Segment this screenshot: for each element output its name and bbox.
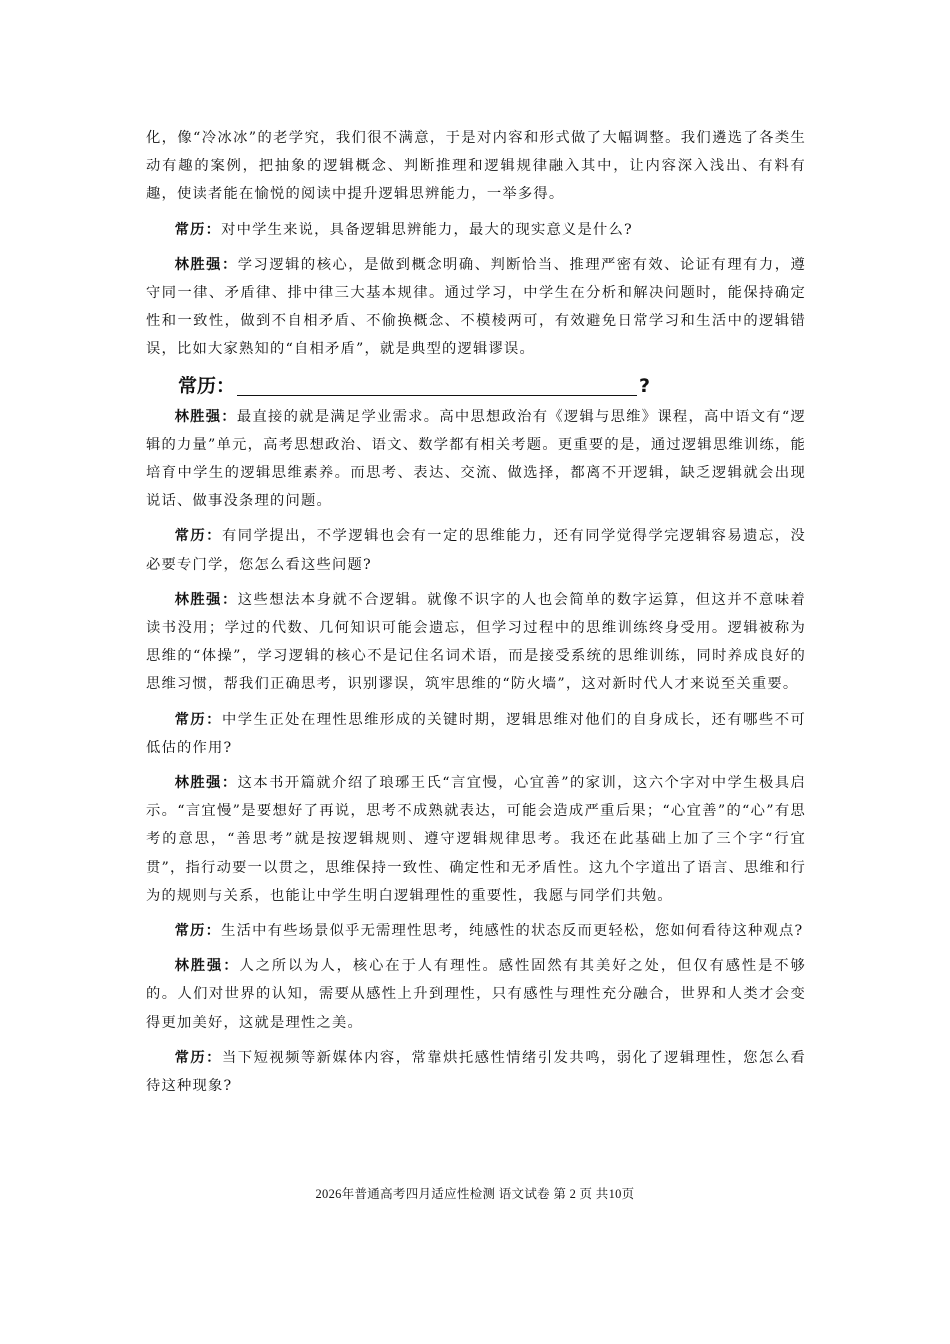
speaker-label: 林胜强： [174,958,240,975]
speaker-label: 常历： [174,711,222,728]
question-paragraph [146,1044,806,1100]
paragraph-text: 人之所以为人，核心在于人有理性。感性固然有其美好之处，但仅有感性是不够的。人们对世界的认知，需要从感性上升到理性，只有感性与理性充分融合，世界和人类才会变得更加美好，这就是理性之美。 [146,958,806,1031]
answer-paragraph [146,403,806,516]
speaker-label: 常历： [174,923,222,940]
paragraph-text: 学习逻辑的核心，是做到概念明确、判断恰当、推理严密有效、论证有理有力，遵守同一律、矛盾律、排中律三大基本规律。通过学习，中学生在分析和解决问题时，能保持确定性和一致性，做到不自相矛盾、不偷换概念、不模棱两可，有效避免日常学习和生活中的逻辑错误，比如大家熟知的“自相矛盾”，就是典型的逻辑谬误。 [146,256,806,358]
speaker-label: 林胜强： [174,408,237,425]
paragraph-text: 有同学提出，不学逻辑也会有一定的思维能力，还有同学觉得学完逻辑容易遗忘，没必要专门学，您怎么看这些问题? [146,528,806,573]
paragraph-text: 中学生正处在理性思维形成的关键时期，逻辑思维对他们的自身成长，还有哪些不可低估的作用? [146,711,806,756]
paragraph-continued [146,124,806,209]
speaker-label: 常历： [174,1049,222,1066]
answer-paragraph [146,769,806,910]
speaker-label: 常历： [178,374,236,397]
answer-paragraph [146,952,806,1037]
speaker-label: 林胜强： [174,775,238,792]
paragraph-text: 对中学生来说，具备逻辑思辨能力，最大的现实意义是什么? [221,221,633,238]
paragraph-text: 最直接的就是满足学业需求。高中思想政治有《逻辑与思维》课程，高中语文有“逻辑的力量”单元，高考思想政治、语文、数学都有相关考题。更重要的是，通过逻辑思维训练，能培育中学生的逻辑思维素养。而思考、表达、交流、做选择，都离不开逻辑，缺乏逻辑就会出现说话、做事没条理的问题。 [146,408,806,510]
question-paragraph [146,216,806,244]
question-paragraph [146,522,806,578]
paragraph-text: 化，像“冷冰冰”的老学究，我们很不满意，于是对内容和形式做了大幅调整。我们遴选了各类生动有趣的案例，把抽象的逻辑概念、判断推理和逻辑规律融入其中，让内容深入浅出、有料有趣，使读者能在愉悦的阅读中提升逻辑思辨能力，一举多得。 [146,130,806,203]
speaker-label: 常历： [174,221,222,238]
article-body [146,124,806,1107]
question-paragraph [146,917,806,945]
answer-paragraph [146,251,806,364]
speaker-label: 常历： [174,528,222,545]
speaker-label: 林胜强： [174,256,238,273]
answer-paragraph [146,586,806,699]
question-paragraph [146,706,806,762]
page-footer: 2026年普通高考四月适应性检测 语文试卷 第 2 页 共10页 [315,1187,635,1201]
answer-blank[interactable] [237,373,637,396]
paragraph-text: 这些想法本身就不合逻辑。就像不识字的人也会简单的数字运算，但这并不意味着读书没用；学过的代数、几何知识可能会遗忘，但学习过程中的思维训练终身受用。逻辑被称为思维的“体操”，学习逻辑的核心不是记住名词术语，而是接受系统的思维训练，同时养成良好的思维习惯，帮我们正确思考，识别谬误，筑牢思维的“防火墙”，这对新时代人才来说至关重要。 [146,591,806,693]
speaker-label: 林胜强： [174,591,238,608]
paragraph-text: 当下短视频等新媒体内容，常靠烘托感性情绪引发共鸣，弱化了逻辑理性，您怎么看待这种现象? [146,1049,806,1095]
paragraph-text: 这本书开篇就介绍了琅琊王氏“言宜慢，心宜善”的家训，这六个字对中学生极具启示。“言宜慢”是要想好了再说，思考不成熟就表达，可能会造成严重后果；“心宜善”的“心”有思考的意思，“善思考”就是按逻辑规则、遵守逻辑规律思考。我还在此基础上加了三个字“行宜贯”，指行动要一以贯之，思维保持一致性、确定性和无矛盾性。这九个字道出了语言、思维和行为的规则与关系，也能让中学生明白逻辑理性的重要性，我愿与同学们共勉。 [146,775,806,904]
paragraph-text: 生活中有些场景似乎无需理性思考，纯感性的状态反而更轻松，您如何看待这种观点? [221,923,804,940]
question-mark: ? [639,374,651,397]
fill-in-question [178,371,806,401]
